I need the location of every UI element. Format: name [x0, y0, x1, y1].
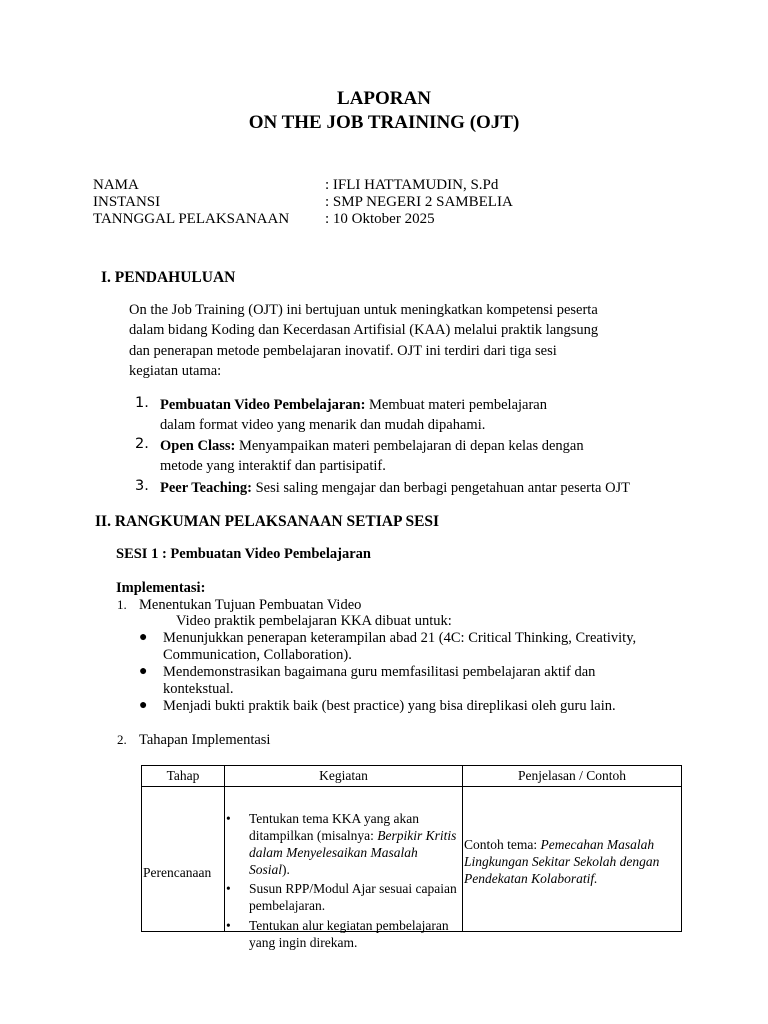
- table-header-row: [142, 766, 682, 787]
- table-header-cell: Kegiatan: [225, 766, 463, 787]
- contoh-label: Contoh tema:: [464, 836, 541, 852]
- list-item: [160, 395, 547, 416]
- report-title: LAPORAN: [337, 88, 431, 109]
- contoh-text: [463, 836, 681, 887]
- implementation-table: [141, 765, 682, 950]
- step-title: Menentukan Tujuan Pembuatan Video: [139, 597, 362, 613]
- section-heading-pendahuluan: I. PENDAHULUAN: [101, 269, 236, 286]
- list-item-text: Menyampaikan materi pembelajaran di depan kelas dengan: [235, 438, 584, 454]
- kegiatan-item: [225, 810, 461, 878]
- list-number: 2.: [135, 436, 149, 452]
- bullet-dot: ●: [139, 698, 148, 713]
- intro-paragraph-line: dalam bidang Koding dan Kecerdasan Artifisial (KAA) melalui praktik langsung: [129, 322, 599, 338]
- table-cell-tahap: [142, 787, 225, 932]
- list-item: [160, 436, 584, 457]
- tahap-text: Perencanaan: [143, 865, 212, 880]
- bullet-text: Mendemonstrasikan bagaimana guru memfasilitasi pembelajaran aktif dan: [163, 664, 596, 680]
- meta-value-instansi: : SMP NEGERI 2 SAMBELIA: [325, 194, 513, 210]
- kegiatan-item: [225, 880, 461, 914]
- table-header-cell: Penjelasan / Contoh: [463, 766, 682, 787]
- list-item: [160, 478, 630, 499]
- contoh-italic: Pemecahan Masalah Lingkungan Sekitar Sekolah dengan Pendekatan Kolaboratif.: [464, 836, 660, 886]
- meta-label-tanggal: TANNGGAL PELAKSANAAN: [93, 211, 290, 227]
- report-subtitle: ON THE JOB TRAINING (OJT): [248, 112, 520, 133]
- meta-value-tanggal: : 10 Oktober 2025: [325, 211, 435, 227]
- kegiatan-text: Tentukan alur kegiatan pembelajaran yang ingin direkam.: [249, 918, 449, 950]
- bullet-dot: •: [226, 811, 231, 826]
- kegiatan-text-italic: Berpikir Kritis dalam Menyelesaikan Masalah Sosial: [249, 828, 457, 877]
- list-item-continuation: metode yang interaktif dan partisipatif.: [160, 458, 386, 474]
- meta-label-instansi: INSTANSI: [93, 194, 161, 210]
- list-item-bold: Pembuatan Video Pembelajaran:: [160, 397, 366, 413]
- step-intro: Video praktik pembelajaran KKA dibuat untuk:: [176, 613, 452, 629]
- table-row: [142, 787, 682, 932]
- section-heading-rangkuman: II. RANGKUMAN PELAKSANAAN SETIAP SESI: [95, 513, 440, 530]
- table-cell-contoh: [463, 787, 682, 932]
- intro-paragraph-line: dan penerapan metode pembelajaran inovatif. OJT ini terdiri dari tiga sesi: [129, 343, 557, 359]
- list-item-text: Sesi saling mengajar dan berbagi pengetahuan antar peserta OJT: [251, 480, 631, 496]
- session-title: SESI 1 : Pembuatan Video Pembelajaran: [116, 546, 371, 562]
- meta-value-nama: : IFLI HATTAMUDIN, S.Pd: [325, 177, 499, 193]
- bullet-dot: ●: [139, 664, 148, 679]
- bullet-text-continuation: kontekstual.: [163, 681, 234, 697]
- list-number: 3.: [135, 478, 149, 494]
- implementasi-label: Implementasi:: [116, 580, 206, 596]
- bullet-text: Menunjukkan penerapan keterampilan abad 21 (4C: Critical Thinking, Creativity,: [163, 630, 637, 646]
- intro-paragraph-line: kegiatan utama:: [129, 363, 222, 379]
- kegiatan-text: Susun RPP/Modul Ajar sesuai capaian pembelajaran.: [249, 881, 457, 913]
- intro-paragraph-line: On the Job Training (OJT) ini bertujuan untuk meningkatkan kompetensi peserta: [129, 302, 598, 318]
- list-item-text: Membuat materi pembelajaran: [365, 397, 547, 413]
- list-item-bold: Peer Teaching:: [160, 480, 252, 496]
- table-header-cell: Tahap: [142, 766, 225, 787]
- list-item-bold: Open Class:: [160, 438, 236, 454]
- kegiatan-text: ).: [282, 862, 290, 877]
- kegiatan-text: Tentukan tema KKA yang akan ditampilkan (misalnya:: [249, 811, 420, 843]
- bullet-text: Menjadi bukti praktik baik (best practice) yang bisa direplikasi oleh guru lain.: [163, 698, 616, 714]
- step-title: Tahapan Implementasi: [139, 732, 271, 748]
- list-item-continuation: dalam format video yang menarik dan mudah dipahami.: [160, 417, 486, 433]
- step-number: 2.: [117, 732, 127, 747]
- bullet-dot: •: [226, 881, 231, 896]
- bullet-dot: •: [226, 918, 231, 933]
- bullet-dot: ●: [139, 630, 148, 645]
- meta-label-nama: NAMA: [93, 177, 139, 193]
- list-number: 1.: [135, 395, 149, 411]
- kegiatan-item: [225, 917, 461, 951]
- step-number: 1.: [117, 597, 127, 612]
- bullet-text-continuation: Communication, Collaboration).: [163, 647, 352, 663]
- table-cell-kegiatan: [225, 787, 463, 950]
